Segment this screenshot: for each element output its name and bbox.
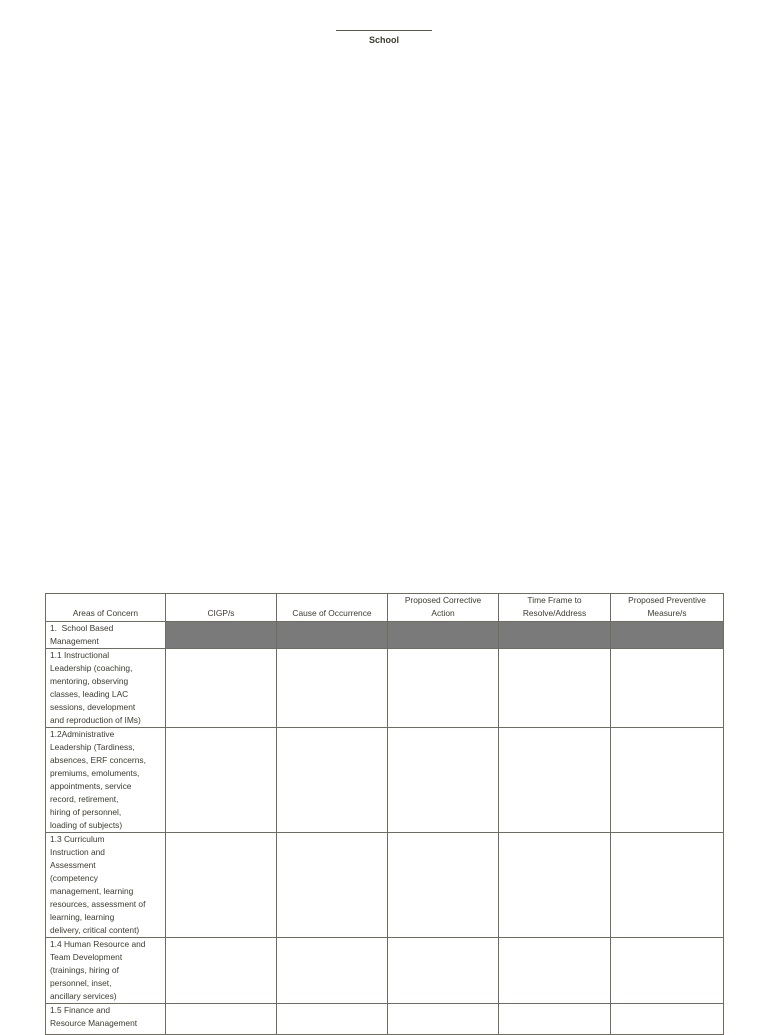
time-frame-cell[interactable] — [499, 833, 611, 938]
time-frame-cell[interactable] — [499, 1004, 611, 1035]
school-signature-line — [336, 30, 432, 31]
header-cause-of-occurrence: Cause of Occurrence — [277, 594, 388, 622]
time-frame-cell[interactable] — [499, 649, 611, 728]
cigps-cell[interactable] — [166, 833, 277, 938]
cause-cell[interactable] — [277, 649, 388, 728]
section-label: School Based Management — [50, 623, 114, 646]
table-header-row — [46, 594, 724, 622]
cigps-cell[interactable] — [166, 649, 277, 728]
area-of-concern-cell: 1.1 Instructional Leadership (coaching, mentoring, observing classes, leading LAC sessions, development and reproduction of IMs) — [46, 649, 166, 728]
table-row — [46, 938, 724, 1004]
preventive-measures-cell[interactable] — [611, 649, 724, 728]
table-row — [46, 728, 724, 833]
corrective-action-cell[interactable] — [388, 728, 499, 833]
shaded-cell — [166, 622, 277, 649]
cigps-cell[interactable] — [166, 728, 277, 833]
shaded-cell — [277, 622, 388, 649]
cigps-cell[interactable] — [166, 938, 277, 1004]
header-proposed-preventive-measures: Proposed Preventive Measure/s — [611, 594, 724, 622]
time-frame-cell[interactable] — [499, 728, 611, 833]
table-row — [46, 1004, 724, 1035]
corrective-action-cell[interactable] — [388, 649, 499, 728]
section-cell-area — [46, 622, 166, 649]
school-label: School — [368, 35, 399, 45]
table-row — [46, 649, 724, 728]
cause-cell[interactable] — [277, 728, 388, 833]
shaded-cell — [388, 622, 499, 649]
table-row — [46, 833, 724, 938]
area-of-concern-cell: 1.3 Curriculum Instruction and Assessment (competency management, learning resources, assessment of learning, learning delivery, critical content) — [46, 833, 166, 938]
corrective-action-cell[interactable] — [388, 833, 499, 938]
area-of-concern-cell: 1.2Administrative Leadership (Tardiness, absences, ERF concerns, premiums, emoluments, appointments, service record, retirement, hiring of personnel, loading of subjects) — [46, 728, 166, 833]
time-frame-cell[interactable] — [499, 938, 611, 1004]
concerns-table — [45, 593, 724, 1035]
cigps-cell[interactable] — [166, 1004, 277, 1035]
header-time-frame: Time Frame to Resolve/Address — [499, 594, 611, 622]
preventive-measures-cell[interactable] — [611, 938, 724, 1004]
header-proposed-corrective-action: Proposed Corrective Action — [388, 594, 499, 622]
section-row-school-based-management — [46, 622, 724, 649]
area-of-concern-cell: 1.4 Human Resource and Team Development (trainings, hiring of personnel, inset, ancillary services) — [46, 938, 166, 1004]
shaded-cell — [499, 622, 611, 649]
cause-cell[interactable] — [277, 833, 388, 938]
cause-cell[interactable] — [277, 938, 388, 1004]
section-number: 1. — [50, 623, 57, 633]
corrective-action-cell[interactable] — [388, 1004, 499, 1035]
preventive-measures-cell[interactable] — [611, 728, 724, 833]
preventive-measures-cell[interactable] — [611, 833, 724, 938]
header-areas-of-concern: Areas of Concern — [46, 594, 166, 622]
cause-cell[interactable] — [277, 1004, 388, 1035]
header-cigps: CIGP/s — [166, 594, 277, 622]
corrective-action-cell[interactable] — [388, 938, 499, 1004]
preventive-measures-cell[interactable] — [611, 1004, 724, 1035]
area-of-concern-cell: 1.5 Finance and Resource Management — [46, 1004, 166, 1035]
shaded-cell — [611, 622, 724, 649]
